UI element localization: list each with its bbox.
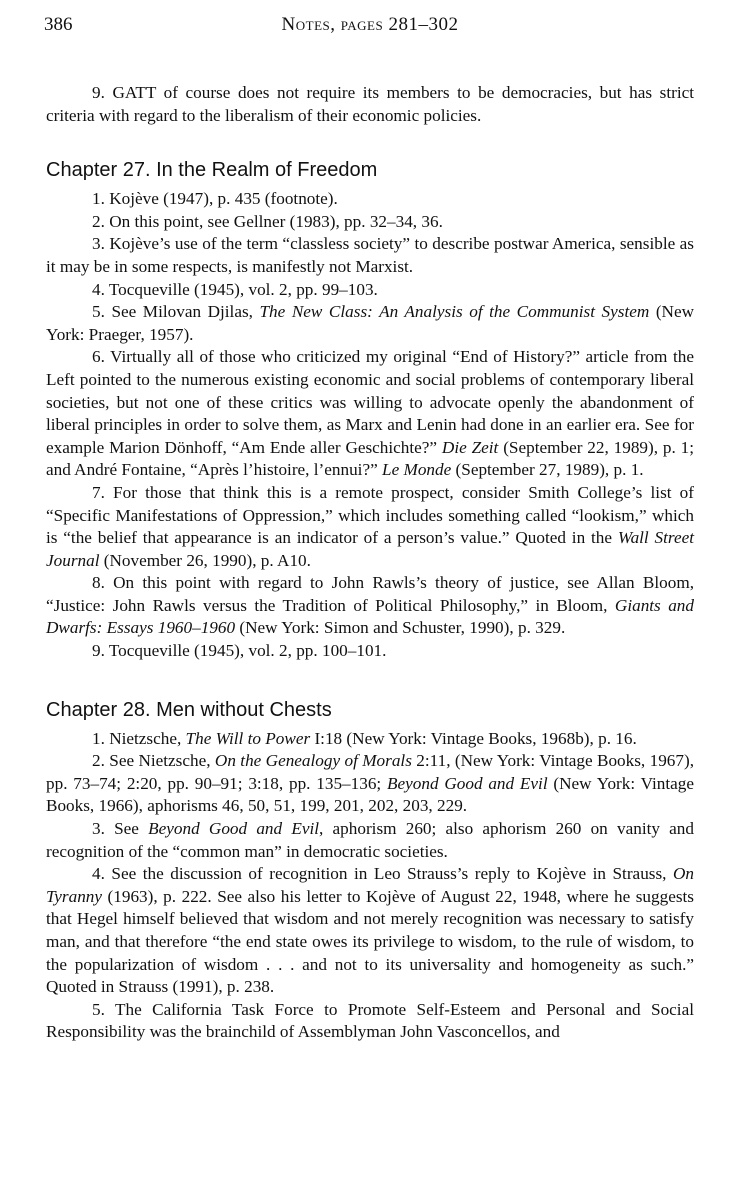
endnote: [46, 640, 694, 663]
note-text: (November 26, 1990), p. A10.: [99, 550, 311, 570]
note-title-italic: Die Zeit: [441, 437, 499, 457]
note-title-italic: Beyond Good and Evil: [387, 773, 548, 793]
endnote: [46, 818, 694, 863]
note-title-italic: The New Class: An Analysis of the Communist System: [259, 302, 650, 322]
note-text: (New York: Praeger, 1957).: [46, 302, 694, 344]
endnote: [46, 211, 694, 234]
note-text: 7. For those that think this is a remote prospect, consider Smith College’s list of “Specific Manifestations of Oppression,” which includes something called “lookism,” which is “the belief that appearance is an indicator of a person’s value.” Quoted in the: [46, 482, 694, 548]
note-text: 2:11, (New York: Vintage Books, 1967), pp. 73–74; 2:20, pp. 90–91; 3:18, pp. 135–136;: [46, 751, 694, 793]
book-page: [46, 10, 694, 1044]
note-text: (1963), p. 222. See also his letter to Kojève of August 22, 1948, where he suggests that Hegel himself believed that wisdom and not merely recognition was necessary to satisfy man, and that therefore “the end state owes its privilege to wisdom, to the rule of wisdom, to the popularization of wisdom . . . and not to its universality and homogeneity as such.” Quoted in Strauss (1991), p. 238.: [46, 886, 694, 997]
note-text: (New York: Simon and Schuster, 1990), p. 329.: [235, 618, 566, 638]
note-text: I:18 (New York: Vintage Books, 1968b), p. 16.: [310, 728, 637, 748]
note-text: (New York: Vintage Books, 1966), aphorisms 46, 50, 51, 199, 201, 202, 203, 229.: [46, 773, 694, 816]
endnote: [46, 82, 694, 127]
chapter-heading: Chapter 28. Men without Chests: [46, 698, 332, 721]
endnote: [46, 999, 694, 1044]
note-text: 5. The California Task Force to Promote Self-Esteem and Personal and Social Responsibility was the brainchild of Assemblyman John Vasconcellos, and: [46, 999, 694, 1042]
note-text: 9. GATT of course does not require its members to be democracies, but has strict criteria with regard to the liberalism of their economic policies.: [46, 83, 694, 125]
note-title-italic: Le Monde: [382, 460, 452, 480]
note-text: 4. See the discussion of recognition in Leo Strauss’s reply to Kojève in Strauss,: [92, 864, 673, 884]
endnote: [46, 750, 694, 818]
note-title-italic: On Tyranny: [46, 864, 694, 906]
note-title-italic: Giants and Dwarfs: Essays 1960–1960: [46, 595, 694, 638]
note-title-italic: Beyond Good and Evil: [148, 819, 320, 839]
page-number: 386: [44, 14, 73, 35]
note-text: 2. See Nietzsche,: [92, 751, 215, 771]
note-text: 2. On this point, see Gellner (1983), pp. 32–34, 36.: [92, 211, 443, 231]
note-text: 8. On this point with regard to John Rawls’s theory of justice, see Allan Bloom, “Justice: John Rawls versus the Tradition of Political Philosophy,” in Bloom,: [46, 573, 694, 615]
note-text: 3. See: [92, 819, 149, 839]
endnote: [46, 279, 694, 302]
endnote: [46, 482, 694, 572]
note-title-italic: Wall Street Journal: [46, 528, 694, 570]
notes-body: [46, 82, 694, 1044]
chapter-27-notes: [46, 188, 694, 662]
note-text: 1. Nietzsche,: [92, 728, 186, 748]
endnote: [46, 728, 694, 751]
running-head: [46, 10, 694, 40]
note-text: 1. Kojève (1947), p. 435 (footnote).: [92, 189, 338, 209]
note-text: 5. See Milovan Djilas,: [92, 302, 260, 322]
endnote: [46, 572, 694, 640]
note-title-italic: The Will to Power: [185, 728, 311, 748]
chapter-28-notes: [46, 728, 694, 1044]
note-text: 6. Virtually all of those who criticized my original “End of History?” article from the Left pointed to the numerous existing economic and social problems of contemporary liberal societies, but not one of these critics was willing to advocate openly the abandonment of liberal principles in order to solve them, as Marx and Lenin had done in an earlier era. See for example Marion Dönhoff, “Am Ende aller Geschichte?”: [46, 347, 694, 457]
note-title-italic: On the Genealogy of Morals: [214, 751, 412, 771]
note-text: 9. Tocqueville (1945), vol. 2, pp. 100–101.: [92, 641, 387, 661]
chapter-heading: Chapter 27. In the Realm of Freedom: [46, 159, 378, 182]
note-text: (September 22, 1989), p. 1; and André Fontaine, “Après l’histoire, l’ennui?”: [46, 437, 694, 480]
note-text: 3. Kojève’s use of the term “classless society” to describe postwar America, sensible as it may be in some respects, is manifestly not Marxist.: [46, 234, 694, 276]
note-text: , aphorism 260; also aphorism 260 on vanity and recognition of the “common man” in democratic societies.: [46, 819, 694, 861]
endnote: [46, 301, 694, 346]
endnote: [46, 346, 694, 482]
note-text: 4. Tocqueville (1945), vol. 2, pp. 99–103.: [92, 279, 378, 299]
endnote: [46, 188, 694, 211]
endnote: [46, 233, 694, 278]
endnote: [46, 863, 694, 999]
running-title: Notes, pages 281–302: [281, 14, 459, 35]
note-text: (September 27, 1989), p. 1.: [451, 460, 644, 480]
